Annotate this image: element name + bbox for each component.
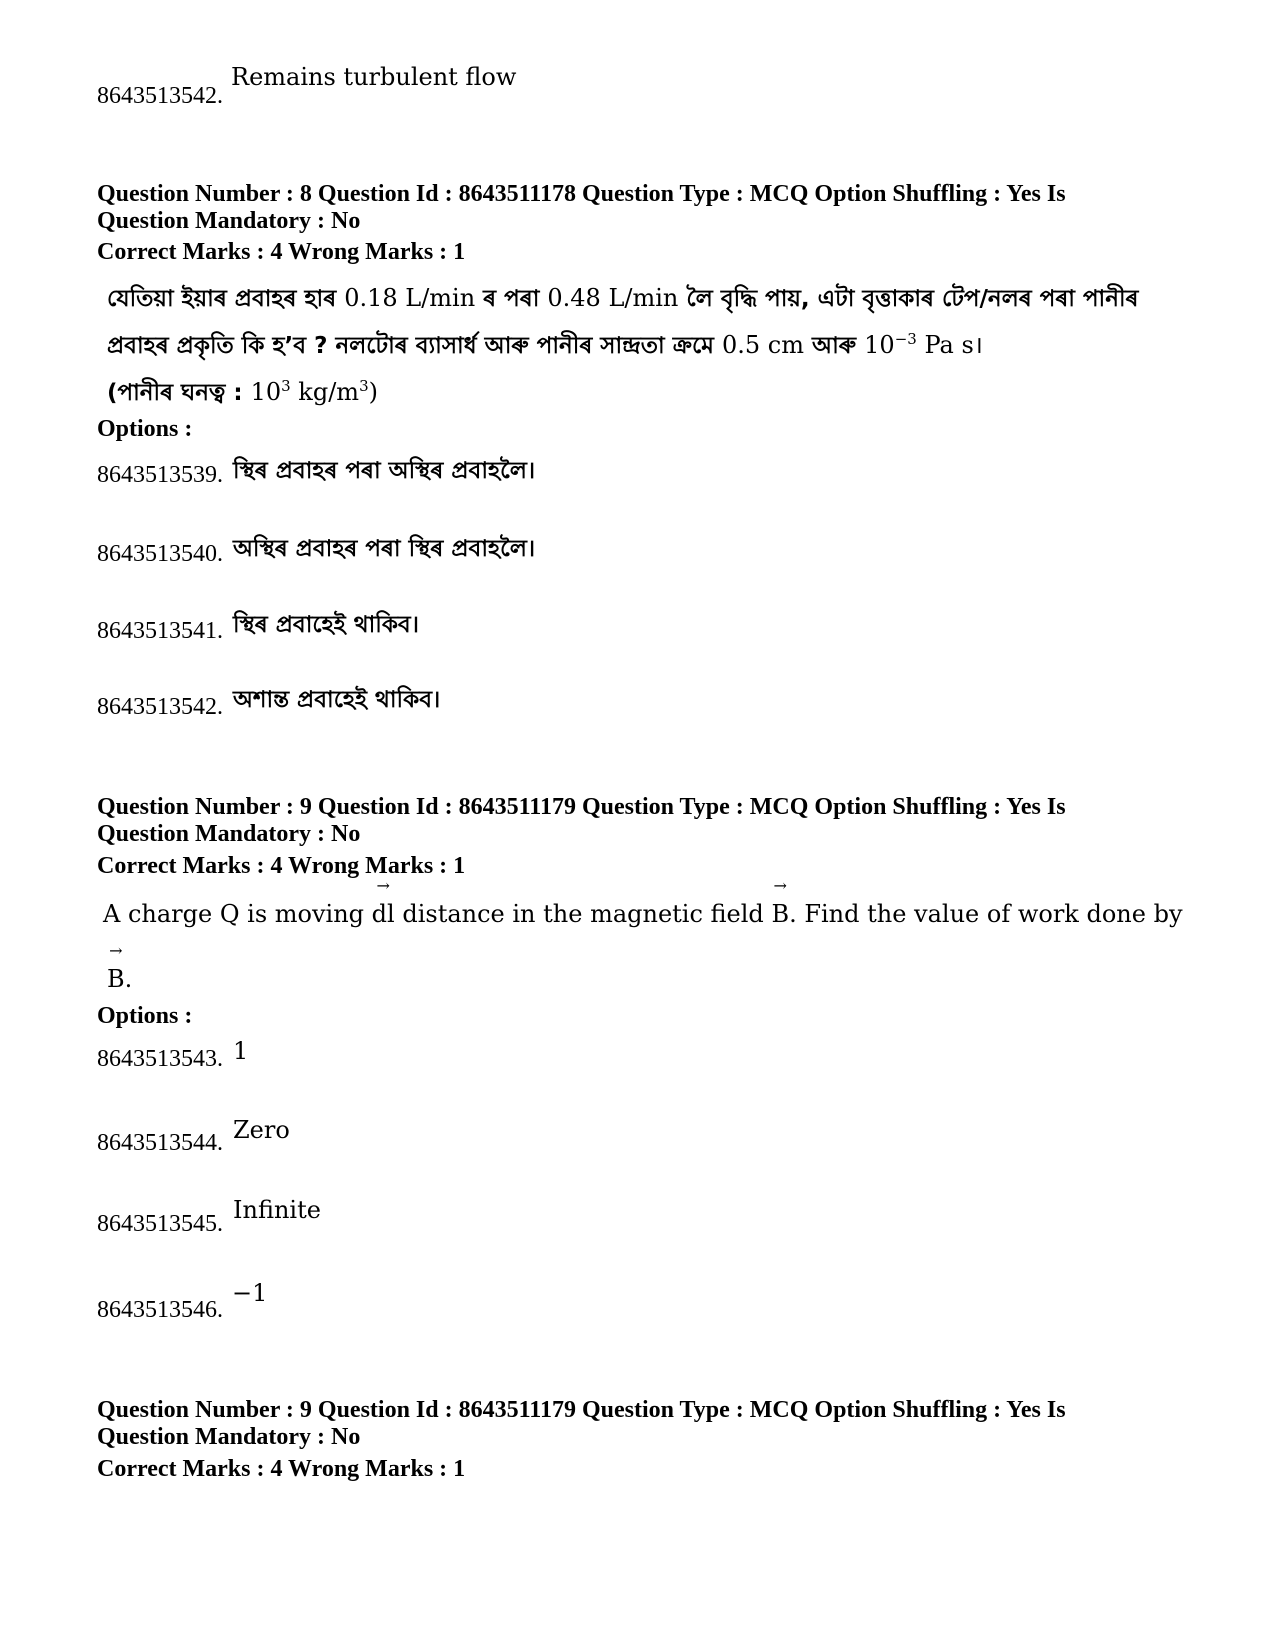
option-id: 8643513546. [97, 1297, 223, 1323]
question-header-line2: Question Mandatory : No [97, 1424, 361, 1450]
option-id: 8643513543. [97, 1046, 223, 1072]
option-text: অস্থিৰ প্ৰবাহৰ পৰা স্থিৰ প্ৰবাহলৈ। [233, 536, 536, 562]
question-header [97, 794, 1066, 848]
question-header-line1: Question Number : 8 Question Id : 8643511178 Question Type : MCQ Option Shuffling : Yes Is [97, 181, 1066, 207]
option-id: 8643513541. [97, 618, 223, 644]
options-label: Options : [97, 1003, 193, 1029]
option-text: Remains turbulent flow [231, 63, 517, 91]
question-header-line2: Question Mandatory : No [97, 208, 361, 234]
option-text: 1 [233, 1037, 249, 1065]
question-header-line2: Question Mandatory : No [97, 821, 361, 847]
vector-b: → B [107, 941, 125, 993]
option-id: 8643513542. [97, 694, 223, 720]
option-text: স্থিৰ প্ৰবাহেই থাকিব। [233, 612, 419, 638]
question-marks: Correct Marks : 4 Wrong Marks : 1 [97, 1456, 466, 1482]
vector-dl: → dl [371, 876, 395, 928]
question-marks: Correct Marks : 4 Wrong Marks : 1 [97, 239, 466, 265]
vector-b: → B [771, 876, 790, 928]
option-id: 8643513545. [97, 1211, 223, 1237]
question-text-line: A charge Q is moving → dl distance in the magnetic field → B. Find the value of work done by [103, 876, 1183, 928]
option-id: 8643513539. [97, 462, 223, 488]
option-id: 8643513544. [97, 1130, 223, 1156]
question-text-line: → B. [107, 941, 133, 993]
option-text: Infinite [233, 1196, 321, 1224]
question-header-line1: Question Number : 9 Question Id : 8643511179 Question Type : MCQ Option Shuffling : Yes Is [97, 794, 1066, 820]
question-text-line: প্ৰবাহৰ প্ৰকৃতি কি হ’ব ? নলটোৰ ব্যাসাৰ্ধ আৰু পানীৰ সান্দ্ৰতা ক্ৰমে 0.5 cm আৰু $10^{-3}$ Pa s। [107, 330, 983, 359]
question-header [97, 181, 1066, 235]
option-text: স্থিৰ প্ৰবাহৰ পৰা অস্থিৰ প্ৰবাহলৈ। [233, 458, 536, 484]
question-header [97, 1397, 1066, 1451]
option-text: অশান্ত প্ৰবাহেই থাকিব। [233, 687, 441, 713]
question-text-line: যেতিয়া ইয়াৰ প্ৰবাহৰ হাৰ 0.18 L/min ৰ পৰা 0.48 L/min লৈ বৃদ্ধি পায়, এটা বৃত্তাকাৰ টেপ/নলৰ পৰা পানীৰ [107, 284, 1139, 312]
question-header-line1: Question Number : 9 Question Id : 8643511179 Question Type : MCQ Option Shuffling : Yes Is [97, 1397, 1066, 1423]
option-id: 8643513540. [97, 541, 223, 567]
options-label: Options : [97, 416, 193, 442]
question-marks: Correct Marks : 4 Wrong Marks : 1 [97, 853, 466, 879]
question-text-line: (পানীৰ ঘনত্ব : $10^3$ $kg/m^3$) [107, 377, 378, 406]
option-text: Zero [233, 1116, 290, 1144]
option-id: 8643513542. [97, 83, 223, 109]
option-text: −1 [232, 1279, 268, 1307]
